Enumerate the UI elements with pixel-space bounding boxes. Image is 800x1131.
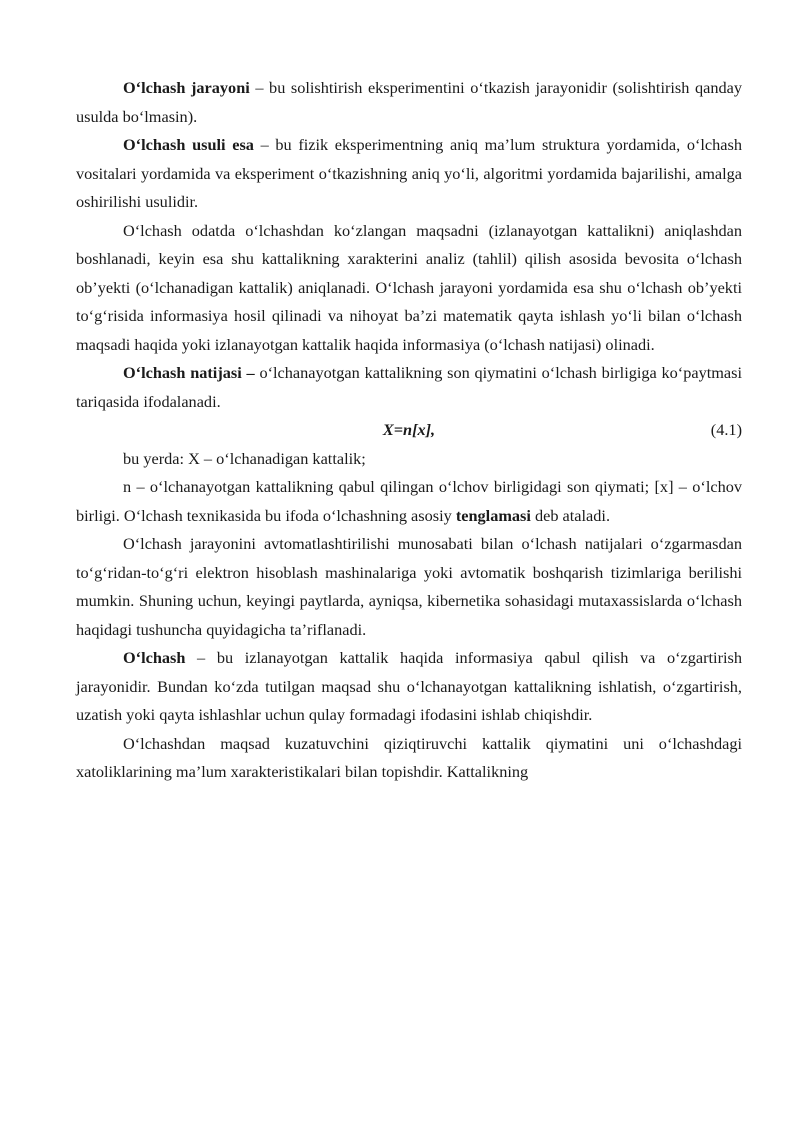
definition-text: – bu izlanayotgan kattalik haqida informasiya qabul qilish va o‘zgartirish jarayonidir. Bundan ko‘zda tutilgan maqsad shu o‘lchanayotgan kattalikning ishlatish, o‘zgartirish, uzatish yoki qayta ishlashlar uchun qulay formadagi ifodasini ishlab chiqishdir. <box>76 648 742 724</box>
paragraph-n-definition <box>76 473 742 530</box>
term-measurement-result: O‘lchash natijasi – <box>123 363 255 382</box>
definition-text: – bu fizik eksperimentning aniq ma’lum struktura yordamida, o‘lchash vositalari yordamida va eksperiment o‘tkazishning aniq yo‘li, algoritmi yordamida bajarilishi, amalga oshirilishi usulidir. <box>76 135 742 211</box>
paragraph-measurement-definition <box>76 644 742 730</box>
paragraph-where: bu yerda: X – o‘lchanadigan kattalik; <box>123 448 366 468</box>
formula-4-1 <box>76 416 742 445</box>
term-equation: tenglamasi <box>455 505 531 525</box>
n-definition-tail: deb ataladi. <box>530 505 611 525</box>
term-measurement-process: O‘lchash jarayoni <box>123 78 250 97</box>
definition-text: o‘lchanayotgan kattalikning son qiymatini o‘lchash birligiga ko‘paytmasi tariqasida ifodalanadi. <box>76 363 742 411</box>
definition-text: – bu solishtirish eksperimentini o‘tkazish jarayonidir (solishtirish qanday usulda bo‘lmasin). <box>76 78 742 126</box>
paragraph-measurement-overview: O‘lchash odatda o‘lchashdan ko‘zlangan maqsadni (izlanayotgan kattalikni) aniqlashdan boshlanadi, keyin esa shu kattalikning xarakterini analiz (tahlil) qilish asosida bevosita o‘lchash ob’yekti (o‘lchanadigan kattalik) aniqlanadi. O‘lchash jarayoni yordamida esa shu o‘lchash ob’yekti to‘g‘risida informasiya hosil qilinadi va nihoyat ba’zi matematik qayta ishlash yo‘li bilan o‘lchash maqsadi haqida yoki izlanayotgan kattalik haqida informasiya (o‘lchash natijasi) olinadi. <box>76 220 742 354</box>
formula-number: (4.1) <box>710 420 742 439</box>
paragraph-measurement-goal: O‘lchashdan maqsad kuzatuvchini qiziqtiruvchi kattalik qiymatini uni o‘lchashdagi xatoliklarining ma’lum xarakteristikalari bilan topishdir. Kattalikning <box>76 733 742 781</box>
paragraph-automation: O‘lchash jarayonini avtomatlashtirilishi munosabati bilan o‘lchash natijalari o‘zgarmasdan to‘g‘ridan-to‘g‘ri elektron hisoblash mashinalariga yoki avtomatik boshqarish tizimlariga berilishi mumkin. Shuning uchun, keyingi paytlarda, ayniqsa, kibernetika sohasidagi mutaxassislarda o‘lchash haqidagi tushuncha quyidagicha ta’riflanadi. <box>76 534 742 639</box>
n-definition-text: n – o‘lchanayotgan kattalikning qabul qilingan o‘lchov birligidagi son qiymati; [x] – o‘lchov birligi. O‘lchash texnikasida bu ifoda o‘lchashning asosiy <box>76 477 742 525</box>
formula-expression: X=n[x], <box>382 420 436 439</box>
term-measurement-method: O‘lchash usuli esa <box>123 135 254 154</box>
paragraph-measurement-result <box>76 359 742 416</box>
document-page <box>76 74 742 787</box>
term-measurement: O‘lchash <box>123 648 186 667</box>
paragraph-measurement-method <box>76 131 742 217</box>
paragraph-measurement-process <box>76 74 742 131</box>
